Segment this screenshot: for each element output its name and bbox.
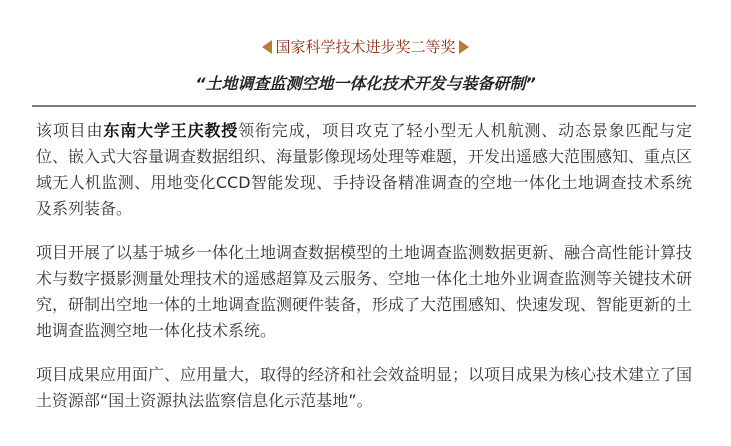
- divider: [32, 105, 696, 107]
- paragraph-1-text: 领衔完成，项目攻克了轻小型无人机航测、动态景象匹配与定位、嵌入式大容量调查数据组织、海量影像现场处理等难题，开发出遥感大范围感知、重点区域无人机监测、用地变化CCD智能发现、手持设备精准调查的空地一体化土地调查技术系统及系列装备。: [36, 121, 693, 218]
- lead-organization: 东南大学王庆教授: [103, 121, 239, 140]
- triangle-right-icon: [459, 40, 469, 54]
- paragraph-1: [36, 118, 692, 222]
- award-label: 国家科学技术进步奖二等奖: [275, 38, 456, 56]
- article-body: [36, 118, 692, 432]
- paragraph-2: 项目开展了以基于城乡一体化土地调查数据模型的土地调查监测数据更新、融合高性能计算技术与数字摄影测量处理技术的遥感超算及云服务、空地一体化土地外业调查监测等关键技术研究，研制出空地一体的土地调查监测硬件装备，形成了大范围感知、快速发现、智能更新的土地调查监测空地一体化技术系统。: [36, 243, 693, 340]
- project-title: “土地调查监测空地一体化技术开发与装备研制”: [195, 74, 536, 93]
- paragraph-1-prefix: 该项目由: [36, 121, 104, 140]
- triangle-left-icon: [262, 40, 272, 54]
- paragraph-3: 项目成果应用面广、应用量大，取得的经济和社会效益明显；以项目成果为核心技术建立了国土资源部“国土资源执法监察信息化示范基地”。: [36, 365, 693, 410]
- award-heading: [0, 36, 731, 58]
